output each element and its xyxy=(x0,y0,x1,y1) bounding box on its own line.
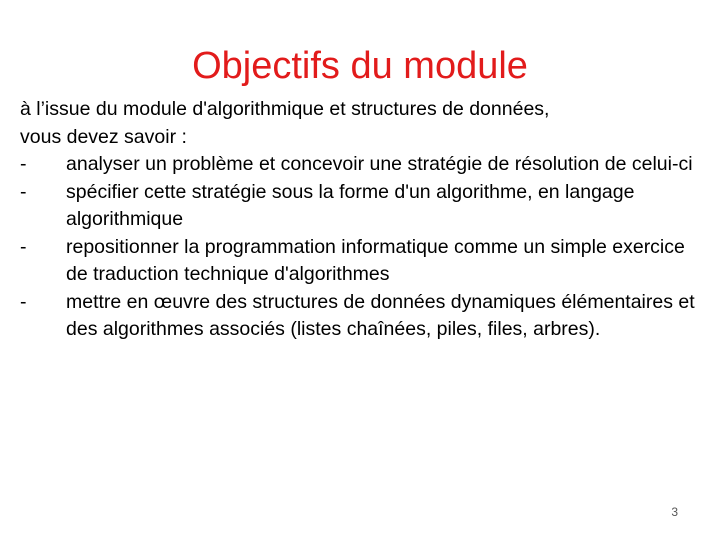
bullet-dash: - xyxy=(20,290,27,313)
list-item-text: mettre en œuvre des structures de données dynamiques élémentaires et des algorithmes associés (listes chaînées, piles, files, arbres). xyxy=(66,290,695,340)
list-item xyxy=(20,289,710,344)
list-item-text: repositionner la programmation informatique comme un simple exercice de traduction technique d'algorithmes xyxy=(66,235,685,285)
list-item-text: spécifier cette stratégie sous la forme d'un algorithme, en langage algorithmique xyxy=(66,180,635,230)
intro-line-2: vous devez savoir : xyxy=(20,125,187,148)
bullet-dash: - xyxy=(20,235,27,258)
slide-body xyxy=(20,96,710,344)
list-item xyxy=(20,234,710,289)
bullet-dash: - xyxy=(20,153,27,175)
slide-title: Objectifs du module xyxy=(192,45,528,87)
bullet-dash: - xyxy=(20,180,27,203)
intro-text xyxy=(20,96,710,151)
page-number: 3 xyxy=(671,505,678,519)
objectives-list xyxy=(20,151,710,344)
list-item xyxy=(20,151,710,179)
list-item-text: analyser un problème et concevoir une stratégie de résolution de celui-ci xyxy=(66,153,693,175)
intro-line-1: à l’issue du module d'algorithmique et structures de données, xyxy=(20,98,550,120)
list-item xyxy=(20,179,710,234)
